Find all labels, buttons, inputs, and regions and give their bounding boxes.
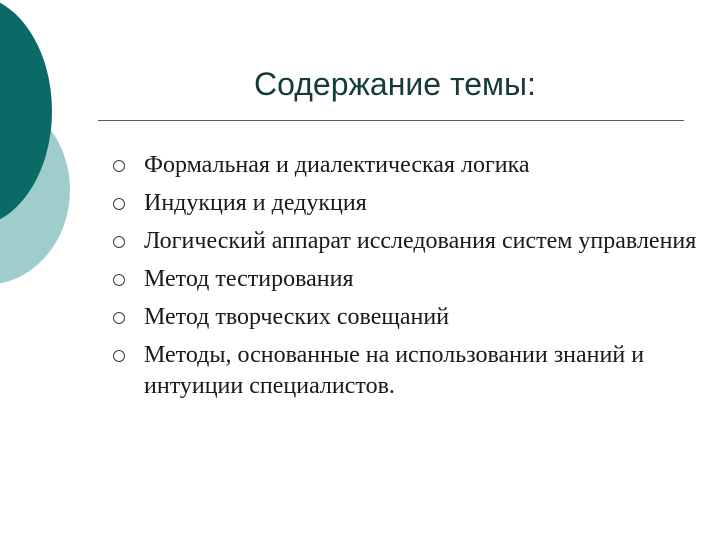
hollow-circle-icon	[113, 198, 125, 210]
list-item-text: Индукция и дедукция	[144, 190, 367, 216]
slide-title: Содержание темы:	[254, 66, 536, 102]
content-list	[112, 150, 702, 409]
hollow-circle-icon	[113, 350, 125, 362]
list-item	[112, 264, 702, 295]
title-divider	[98, 120, 684, 121]
list-item	[112, 150, 702, 181]
list-item-text: Логический аппарат исследования систем управления	[144, 228, 697, 254]
list-item	[112, 340, 702, 402]
hollow-circle-icon	[113, 312, 125, 324]
list-item	[112, 302, 702, 333]
hollow-circle-icon	[113, 274, 125, 286]
list-item-text: Метод творческих совещаний	[144, 304, 450, 330]
list-item	[112, 188, 702, 219]
list-item-text: Формальная и диалектическая логика	[144, 152, 530, 178]
list-item	[112, 226, 702, 257]
list-item-text: Методы, основанные на использовании знаний и интуиции специалистов.	[144, 342, 645, 399]
list-item-text: Метод тестирования	[144, 266, 354, 292]
hollow-circle-icon	[113, 160, 125, 172]
hollow-circle-icon	[113, 236, 125, 248]
